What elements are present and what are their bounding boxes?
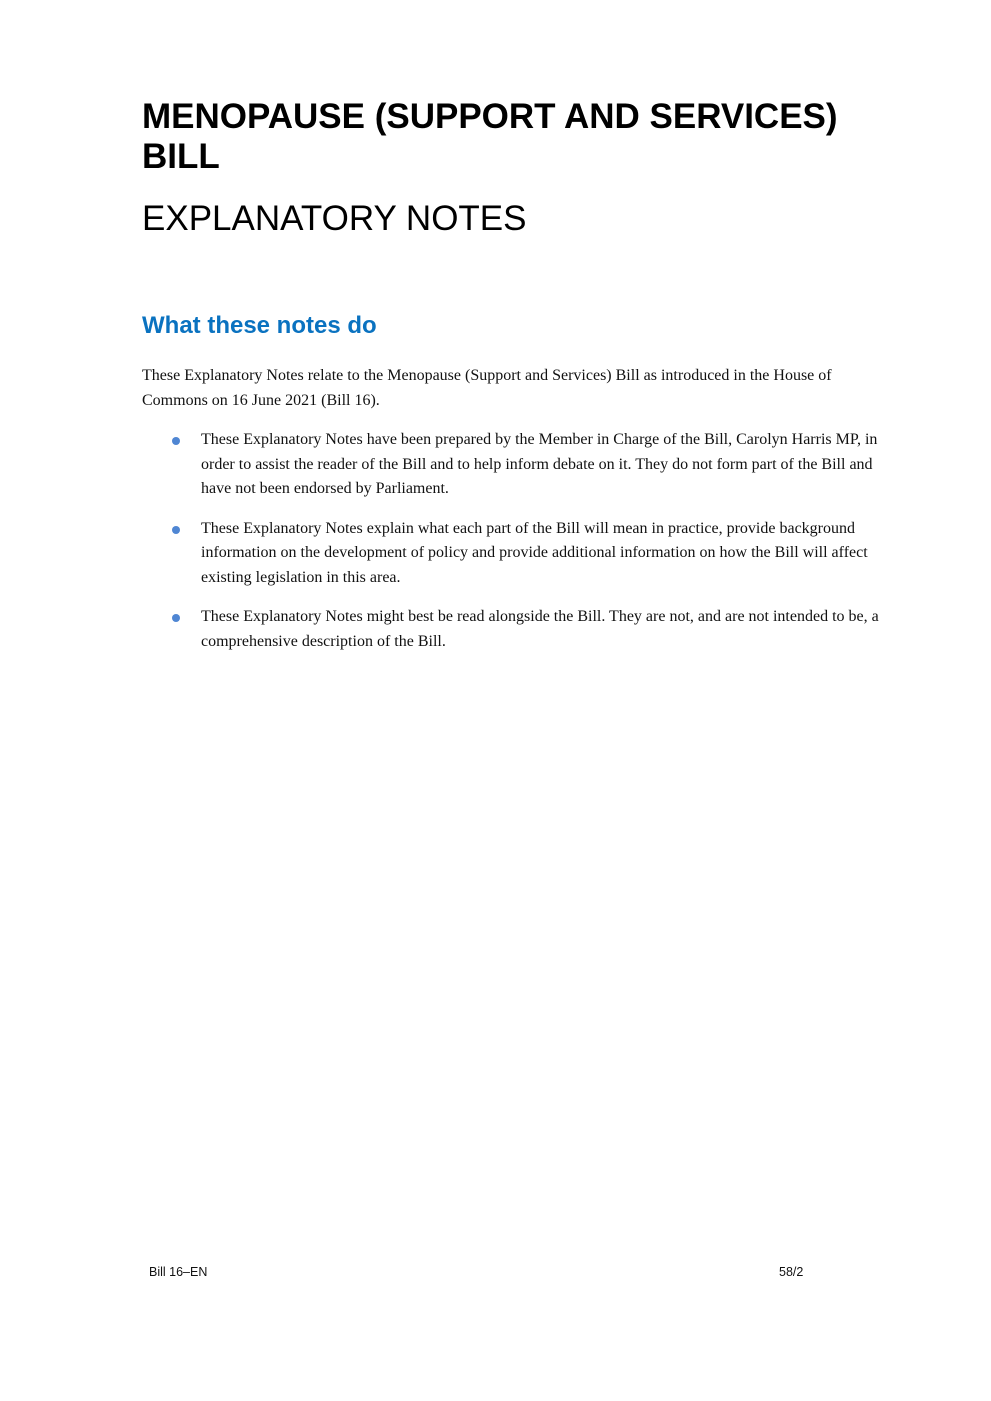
footer-page-code: 58/2	[779, 1265, 804, 1279]
bullet-dot-icon	[172, 614, 180, 622]
document-title: MENOPAUSE (SUPPORT AND SERVICES) BILL	[142, 97, 838, 176]
bullet-dot-icon	[172, 526, 180, 534]
bullet-item	[142, 517, 902, 591]
bullet-item	[142, 605, 902, 654]
section-heading: What these notes do	[142, 312, 377, 339]
document-subtitle: EXPLANATORY NOTES	[142, 199, 527, 238]
bullet-item	[142, 428, 902, 502]
bullet-text: These Explanatory Notes have been prepared by the Member in Charge of the Bill, Carolyn Harris MP, in order to assist the reader of the Bill and to help inform debate on it. They do not form part of the Bill and have not been endorsed by Parliament.	[201, 431, 878, 497]
intro-paragraph: These Explanatory Notes relate to the Menopause (Support and Services) Bill as introduced in the House of Commons on 16 June 2021 (Bill 16).	[142, 367, 832, 409]
bullet-dot-icon	[172, 437, 180, 445]
bullet-text: These Explanatory Notes explain what each part of the Bill will mean in practice, provide background information on the development of policy and provide additional information on how the Bill will affect existing legislation in this area.	[201, 519, 868, 586]
bullet-list	[142, 428, 902, 669]
footer-bill-reference: Bill 16–EN	[149, 1265, 208, 1279]
bullet-text: These Explanatory Notes might best be read alongside the Bill. They are not, and are not intended to be, a comprehensive description of the Bill.	[201, 608, 879, 650]
